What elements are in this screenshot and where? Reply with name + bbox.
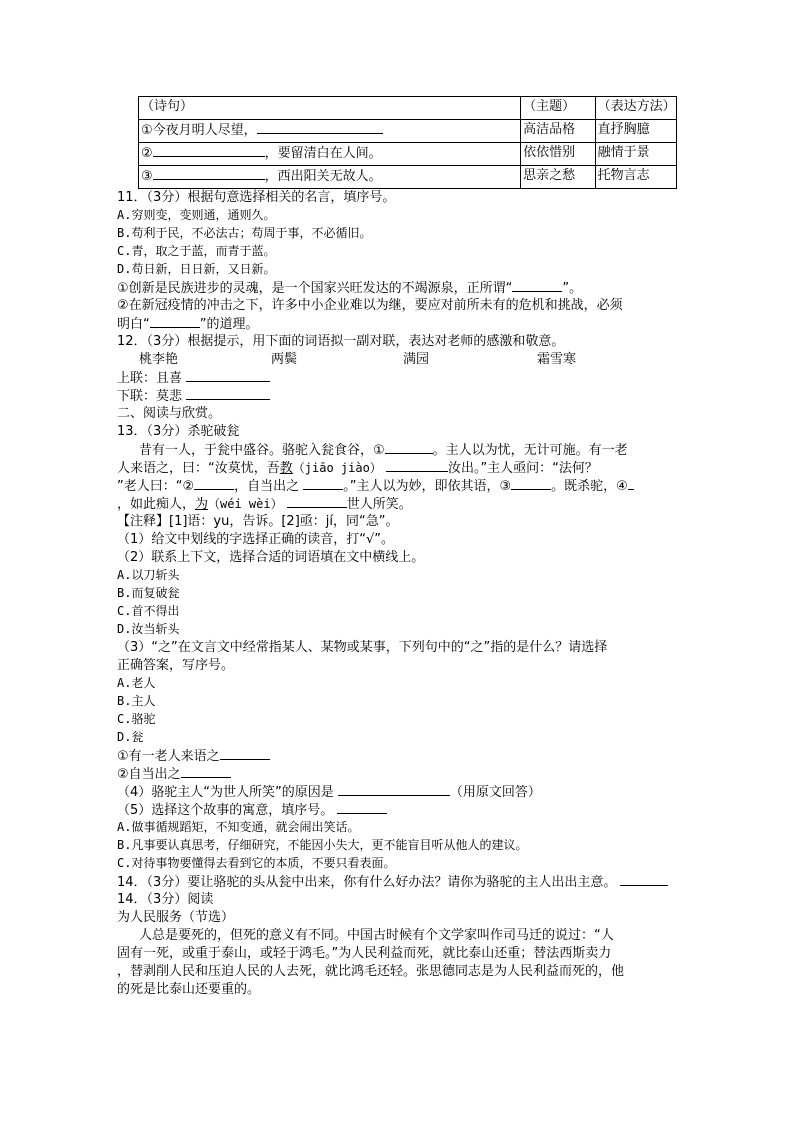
- q13-sub1: （1）给文中划线的字选择正确的读音，打“√”。: [117, 532, 395, 547]
- q13-sub5: （5）选择这个故事的寓意，填序号。: [117, 801, 677, 819]
- q13-sub2-option: D.汝当斩头: [117, 622, 180, 636]
- header-poem: （诗句）: [139, 97, 521, 120]
- q12-word: 桃李艳: [139, 352, 179, 367]
- answer-blank[interactable]: [186, 369, 270, 382]
- q13-title: 13．（3分）杀驼破瓮: [117, 424, 240, 439]
- document-page: [117, 96, 677, 999]
- answer-blank[interactable]: [287, 495, 347, 508]
- q13-sub3-option: A.老人: [117, 676, 156, 690]
- answer-blank[interactable]: [186, 387, 270, 400]
- q12-title: 12．（3分）根据提示，用下面的词语拟一副对联，表达对老师的感激和敬意。: [117, 334, 565, 349]
- q13-sub5-option: B.凡事要认真思考，仔细研究，不能因小失大，更不能盲目听从他人的建议。: [117, 838, 528, 852]
- answer-blank[interactable]: [220, 747, 270, 760]
- answer-blank[interactable]: [194, 477, 234, 490]
- q13-note: 【注释】[1]语：yu，告诉。[2]亟：jí，同“急”。: [117, 514, 399, 529]
- table-row: [139, 120, 677, 143]
- q13-sub3-option: B.主人: [117, 694, 156, 708]
- q13-sub2: （2）联系上下文，选择合适的词语填在文中横线上。: [117, 550, 425, 565]
- theme-cell: 依依惜别: [521, 143, 595, 166]
- method-cell: 托物言志: [595, 166, 676, 189]
- q12-word-list: [117, 351, 677, 369]
- answer-blank[interactable]: [385, 441, 433, 454]
- underlined-char: 为: [195, 497, 209, 512]
- q13-sub2-option: C.首不得出: [117, 604, 180, 618]
- answer-blank[interactable]: [620, 873, 668, 886]
- poem-cell: ② ，要留清白在人间。: [139, 143, 521, 166]
- q13-sub5-option: A.做事循规蹈矩，不知变通，就会闹出笑话。: [117, 820, 360, 834]
- poem-cell: ①今夜月明人尽望，: [139, 120, 521, 143]
- q13-sub2-option: B.而复破瓮: [117, 586, 180, 600]
- q11-title: 11．（3分）根据句意选择相关的名言，填序号。: [117, 190, 396, 205]
- q11-option-a: A.穷则变，变则通，通则久。: [117, 208, 276, 222]
- table-row: [139, 143, 677, 166]
- answer-blank[interactable]: [257, 121, 383, 134]
- article-line: 固有一死，或重于泰山，或轻于鸿毛。”为人民利益而死，就比泰山还重；替法西斯卖力: [117, 946, 612, 961]
- question-13: [117, 423, 677, 873]
- q13-sub3-option: C.骆驼: [117, 712, 156, 726]
- answer-blank[interactable]: [337, 801, 387, 814]
- q11-sentence-2b: 明白“ ”的道理。: [117, 317, 259, 332]
- table-header-row: [139, 97, 677, 120]
- q12-lower-couplet: 下联：莫悲: [117, 387, 677, 405]
- section-heading: 二、阅读与欣赏。: [117, 406, 222, 421]
- answer-blank[interactable]: [512, 279, 562, 292]
- method-cell: 融情于景: [595, 143, 676, 166]
- poem-table: [138, 96, 677, 189]
- q12-word: 满园: [403, 352, 430, 367]
- answer-blank[interactable]: [303, 477, 343, 490]
- method-cell: 直抒胸臆: [595, 120, 676, 143]
- q11-option-c: C.青，取之于蓝，而青于蓝。: [117, 244, 276, 258]
- q12-word: 霜雪寒: [537, 352, 577, 367]
- pinyin-choices[interactable]: （wéi wèi）: [208, 497, 283, 511]
- answer-blank[interactable]: [338, 783, 450, 796]
- q13-sub3-sentence: ②自当出之: [117, 765, 677, 783]
- answer-blank[interactable]: [153, 144, 265, 157]
- q13-passage-line: 昔有一人，于瓮中盛谷。骆驼入瓮食谷，① 。主人以为忧，无计可施。有一老: [139, 443, 628, 458]
- question-11: [117, 189, 677, 333]
- q13-passage-line: ”老人曰：“② ，自当出之 。”主人以为妙，即依其语，③ 。既杀驼，④: [117, 477, 677, 495]
- article-title: 为人民服务（节选）: [117, 910, 235, 925]
- answer-blank[interactable]: [386, 459, 448, 472]
- article-line: ，替剥削人民和压迫人民的人去死，就比鸿毛还轻。张思德同志是为人民利益而死的，他: [117, 964, 625, 979]
- answer-blank[interactable]: [511, 477, 551, 490]
- q14-title: 14．（3分）阅读: [117, 892, 214, 907]
- theme-cell: 思亲之愁: [521, 166, 595, 189]
- q13-sub4: （4）骆驼主人“为世人所笑”的原因是 （用原文回答）: [117, 785, 541, 800]
- q13-sub3b: 正确答案，写序号。: [117, 658, 235, 673]
- q13-sub3a: （3）“之”在文言文中经常指某人、某物或某事，下列句中的“之”指的是什么？请选择: [117, 640, 608, 655]
- question-12: [117, 333, 677, 405]
- poem-cell: ③ ，西出阳关无故人。: [139, 166, 521, 189]
- q12-upper-couplet: 上联：且喜: [117, 369, 677, 387]
- q13-sub3-sentence: ①有一老人来语之: [117, 747, 677, 765]
- q13-sub2-option: A.以刀斩头: [117, 568, 180, 582]
- article-line: 的死是比泰山还要重的。: [117, 982, 261, 997]
- article-line: 人总是要死的，但死的意义有不同。中国古时候有个文学家叫作司马迁的说过：“人: [139, 928, 614, 943]
- q11-sentence-1: ①创新是民族进步的灵魂，是一个国家兴旺发达的不竭源泉，正所谓“ ”。: [117, 281, 583, 296]
- q12-word: 两鬓: [271, 352, 298, 367]
- q13-passage-line: ，如此痴人，为（wéi wèi） 世人所笑。: [117, 497, 412, 512]
- q13-passage-line: 人来语之，曰：“汝莫忧，吾教（jiāo jiào） 汝出。”主人亟问：“法何？: [117, 461, 598, 476]
- pinyin-choices[interactable]: （jiāo jiào）: [292, 461, 382, 475]
- header-theme: （主题）: [521, 97, 595, 120]
- header-method: （表达方法）: [595, 97, 676, 120]
- q14-idea-question: 14．（3分）要让骆驼的头从瓮中出来，你有什么好办法？请你为骆驼的主人出出主意。: [117, 873, 677, 891]
- underlined-char: 教: [279, 461, 293, 476]
- answer-blank[interactable]: [181, 765, 231, 778]
- answer-blank[interactable]: [150, 315, 200, 328]
- answer-blank[interactable]: [628, 477, 634, 490]
- q13-sub5-option: C.对待事物要懂得去看到它的本质，不要只看表面。: [117, 856, 396, 870]
- answer-blank[interactable]: [153, 167, 265, 180]
- q11-sentence-2a: ②在新冠疫情的冲击之下，许多中小企业难以为继，要应对前所未有的危机和挑战，必须: [117, 298, 623, 313]
- table-row: [139, 166, 677, 189]
- theme-cell: 高洁品格: [521, 120, 595, 143]
- question-14: [117, 873, 677, 999]
- q13-sub3-option: D.瓮: [117, 730, 144, 744]
- q11-option-d: D.苟日新，日日新，又日新。: [117, 262, 276, 276]
- q11-option-b: B.苟利于民，不必法古；苟周于事，不必循旧。: [117, 226, 372, 240]
